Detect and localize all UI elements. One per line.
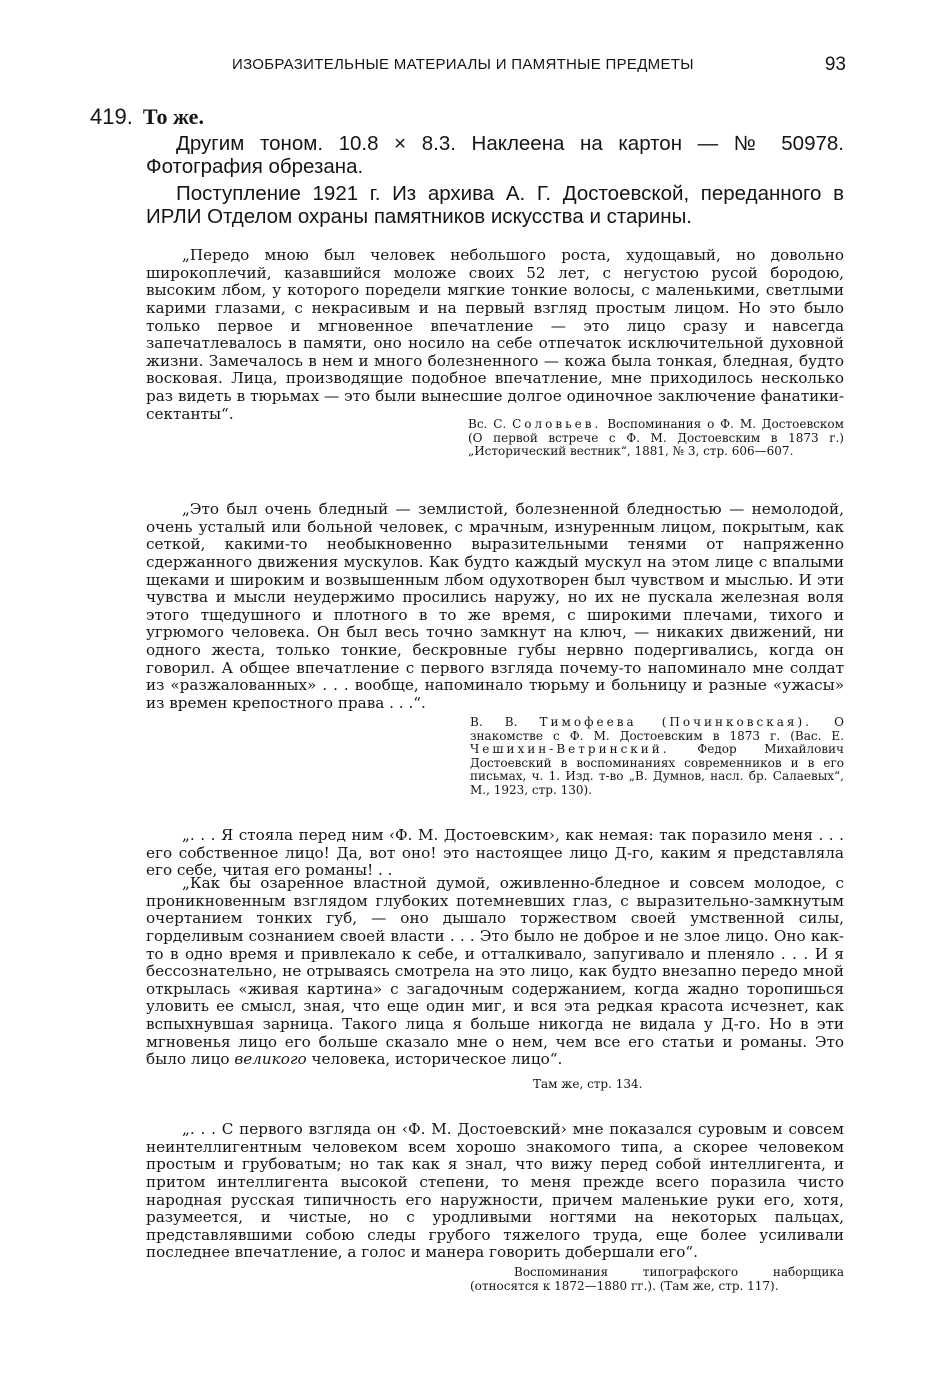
- source-citation-rest: Федор Михайлович Достоевский в воспоминаниях современников и в его письмах, ч. 1. Изд. т-во „В. Думнов, насл. бр. Салаевых“, М., 1923, стр. 130).: [470, 742, 844, 797]
- page-number: 93: [824, 54, 846, 75]
- running-header: [146, 54, 846, 80]
- quote-timofeeva-1: „Это был очень бледный — землистой, болезненной бледностью — немолодой, очень усталый или больной человек, с мрачным, изнуренным лицом, покрытым, как сеткой, какими-то необыкновенно выразительными тенями от напряженно сдержанного движения мускулов. Как будто каждый мускул на этом лице с впалыми щеками и широким и возвышенным лбом одухотворен был чувством и мыслью. И эти чувства и мысли неудержимо просились наружу, но их не пускала железная воля этого тщедушного и плотного в то же время, с широкими плечами, тихого и угрюмого человека. Он был весь точно замкнут на ключ, — никаких движений, ни одного жеста, только тонкие, бескровные губы нервно подергивались, когда он говорил. А общее впечатление с первого взгляда почему-то напоминало мне солдат из «разжалованных» . . . вообще, напоминало тюрьму и больницу и разные «ужасы» из времен крепостного права . . .“.: [146, 500, 844, 712]
- source-initials: Вс. С.: [468, 417, 507, 431]
- entry-title: То же.: [142, 104, 204, 129]
- source-citation: О знакомстве с Ф. М. Достоевским в 1873 г. (Вас. Е.: [470, 715, 844, 743]
- entry-heading: [90, 104, 204, 130]
- entry-description: Другим тоном. 10.8 × 8.3. Наклеена на картон — № 50978. Фотография обрезана.: [146, 132, 844, 178]
- quote-timofeeva-2: „. . . Я стояла перед ним ‹Ф. М. Достоевским›, как немая: так поразило меня . . . его собственное лицо! Да, вот оно! это настоящее лицо Д-го, каким я представляла его себе, читая его романы! . .: [146, 826, 844, 880]
- source-editor: Чешихин-Ветринский.: [470, 742, 670, 757]
- header-title: ИЗОБРАЗИТЕЛЬНЫЕ МАТЕРИАЛЫ И ПАМЯТНЫЕ ПРЕДМЕТЫ: [232, 56, 694, 73]
- source-author: Тимофеева (Починковская).: [539, 715, 812, 729]
- entry-number: 419.: [90, 104, 133, 129]
- entry-provenance: Поступление 1921 г. Из архива А. Г. Достоевской, переданного в ИРЛИ Отделом охраны памятников искусства и старины.: [146, 182, 844, 228]
- quote-typesetter: „. . . С первого взгляда он ‹Ф. М. Достоевский› мне показался суровым и совсем неинтеллигентным человеком всем хорошо знакомого типа, а скорее человеком простым и грубоватым; но так как я знал, что вижу перед собой интеллигента, и притом интеллигента высокой степени, то меня прежде всего поразила чисто народная русская типичность его наружности, причем маленькие руки его, хотя, разумеется, и чистые, но с уродливыми ногтями на некоторых пальцах, представлявшими собою следы грубого тяжелого труда, еще более усиливали последнее впечатление, а голос и манера говорить добершали его“.: [146, 1120, 844, 1262]
- source-initials: В. В.: [470, 715, 518, 729]
- quote-text: „Как бы озаренное властной думой, оживленно-бледное и совсем молодое, с проникновенным взглядом глубоких потемневших глаз, с выразительно-замкнутым очертанием тонких губ, — оно дышало торжеством своей умственной силы, горделивым сознанием своей власти . . . Это было не доброе и не злое лицо. Оно как-то в одно время и привлекало к себе, и отталкивало, запугивало и пленяло . . . И я бессознательно, не отрываясь смотрела на это лицо, как будто внезапно передо мной открылась «живая картина» с загадочным содержанием, когда жадно торопишься уловить ее смысл, зная, что еще один миг, и вся эта редкая красота исчезнет, как вспыхнувшая зарница. Такого лица я больше никогда не видала у Д-го. Но в эти мгновенья лицо его больше сказало мне о нем, чем все его статьи и романы. Это было лицо: [146, 874, 844, 1069]
- quote-timofeeva-3: [146, 875, 844, 1069]
- source-citation: Воспоминания о Ф. М. Достоевском (О первой встрече с Ф. М. Достоевским в 1873 г.) „Исторический вестник“, 1881, № 3, стр. 606—607.: [468, 417, 844, 459]
- quote-text-end: человека, историческое лицо“.: [306, 1050, 563, 1069]
- source-solovyov: [468, 418, 844, 459]
- quote-emphasis: великого: [234, 1050, 307, 1069]
- quote-solovyov: „Передо мною был человек небольшого роста, худощавый, но довольно широкоплечий, казавшийся моложе своих 52 лет, с негустою русой бородою, высоким лбом, у которого поредели мягкие тонкие волосы, с маленькими, светлыми карими глазами, с некрасивым и на первый взгляд простым лицом. Но это было только первое и мгновенное впечатление — это лицо сразу и навсегда запечатлевалось в памяти, оно носило на себе отпечаток исключительной духовной жизни. Замечалось в нем и много болезненного — кожа была тонкая, бледная, будто восковая. Лица, производящие подобное впечатление, мне приходилось несколько раз видеть в тюрьмах — это были вынесшие долгое одиночное заключение фанатики-сектанты“.: [146, 246, 844, 423]
- source-ibid: Там же, стр. 134.: [533, 1077, 643, 1091]
- source-author: Соловьев.: [512, 417, 602, 431]
- source-typesetter: Воспоминания типографского наборщика (относятся к 1872—1880 гг.). (Там же, стр. 117).: [470, 1265, 844, 1293]
- source-timofeeva: [470, 716, 844, 798]
